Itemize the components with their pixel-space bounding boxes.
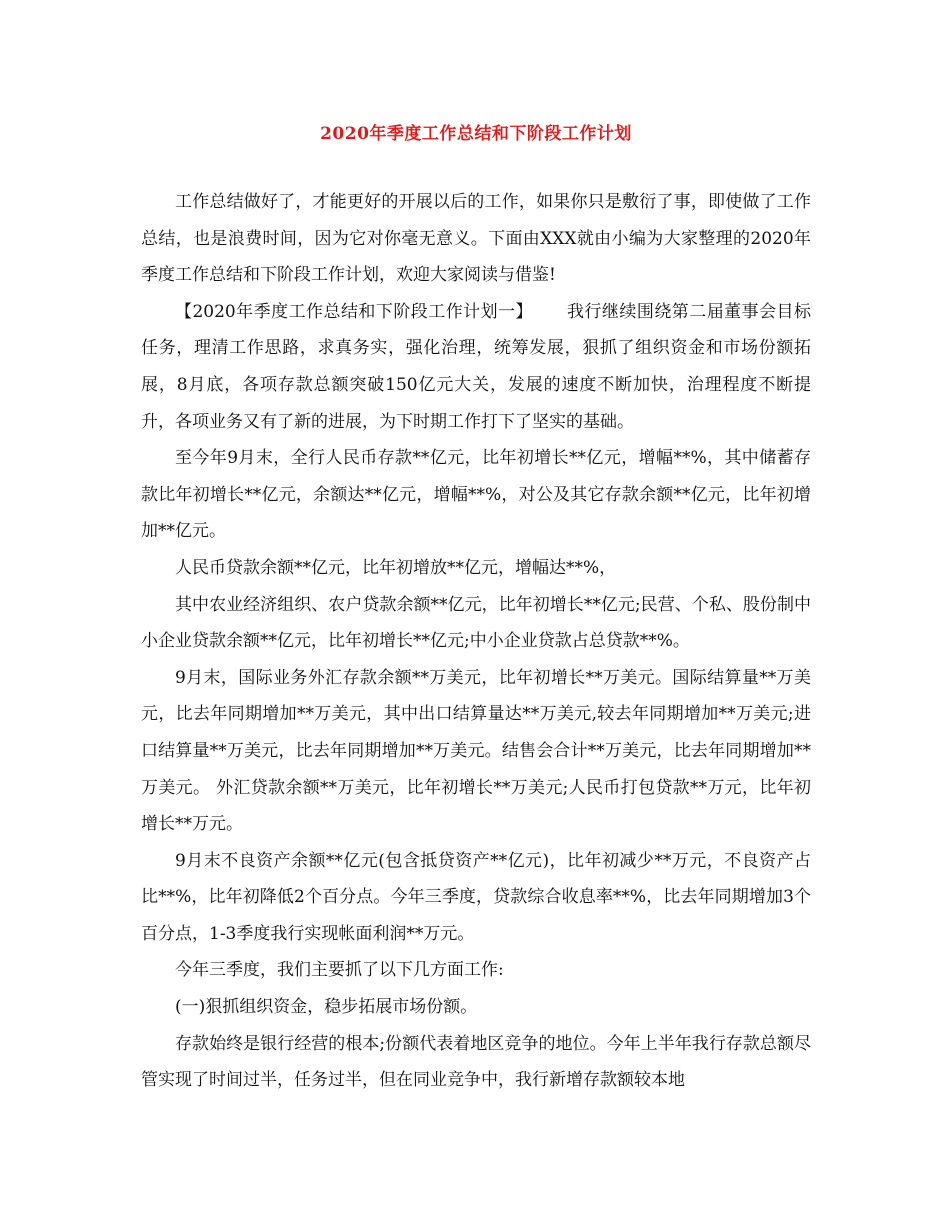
body-paragraph: 9月末不良资产余额**亿元(包含抵贷资产**亿元)，比年初减少**万元，不良资产占比**%，比年初降低2个百分点。今年三季度，贷款综合收息率**%，比去年同期增加3个百分点，1-3季度我行实现帐面利润**万元。 (141, 850, 811, 944)
body-paragraph: 至今年9月末，全行人民币存款**亿元，比年初增长**亿元，增幅**%，其中储蓄存款比年初增长**亿元，余额达**亿元，增幅**%，对公及其它存款余额**亿元，比年初增加**亿元。 (141, 448, 811, 542)
body-paragraph: 9月末，国际业务外汇存款余额**万美元，比年初增长**万美元。国际结算量**万美元，比去年同期增加**万美元，其中出口结算量达**万美元,较去年同期增加**万美元;进口结算量**万美元，比去年同期增加**万美元。结售会合计**万美元，比去年同期增加**万美元。 外汇贷款余额**万美元，比年初增长**万美元;人民币打包贷款**万元，比年初增长**万元。 (141, 667, 811, 835)
body-paragraph: 今年三季度，我们主要抓了以下几方面工作: (175, 960, 504, 981)
document-title: 2020年季度工作总结和下阶段工作计划 (320, 124, 632, 144)
section-body-text: 我行继续围绕第二届董事会目标任务，理清工作思路，求真务实，强化治理，统筹发展，狠抓了组织资金和市场份额拓展，8月底，各项存款总额突破150亿元大关，发展的速度不断加快，治理程度不断提升，各项业务又有了新的进展，为下时期工作打下了坚实的基础。 (141, 301, 812, 432)
body-paragraph: 存款始终是银行经营的根本;份额代表着地区竞争的地位。今年上半年我行存款总额尽管实现了时间过半，任务过半，但在同业竞争中，我行新增存款额较本地 (141, 1033, 811, 1091)
section-heading: 【2020年季度工作总结和下阶段工作计划一】 (175, 301, 534, 322)
subsection-heading: (一)狠抓组织资金，稳步拓展市场份额。 (175, 997, 478, 1018)
section-paragraph (141, 294, 811, 440)
body-paragraph: 其中农业经济组织、农户贷款余额**亿元，比年初增长**亿元;民营、个私、股份制中小企业贷款余额**亿元，比年初增长**亿元;中小企业贷款占总贷款**%。 (141, 594, 811, 652)
body-paragraph: 人民币贷款余额**亿元，比年初增放**亿元，增幅达**%， (175, 557, 617, 578)
document-page (141, 118, 811, 1099)
intro-paragraph: 工作总结做好了，才能更好的开展以后的工作，如果你只是敷衍了事，即使做了工作总结，也是浪费时间，因为它对你毫无意义。下面由XXX就由小编为大家整理的2020年季度工作总结和下阶段工作计划，欢迎大家阅读与借鉴! (141, 192, 811, 286)
